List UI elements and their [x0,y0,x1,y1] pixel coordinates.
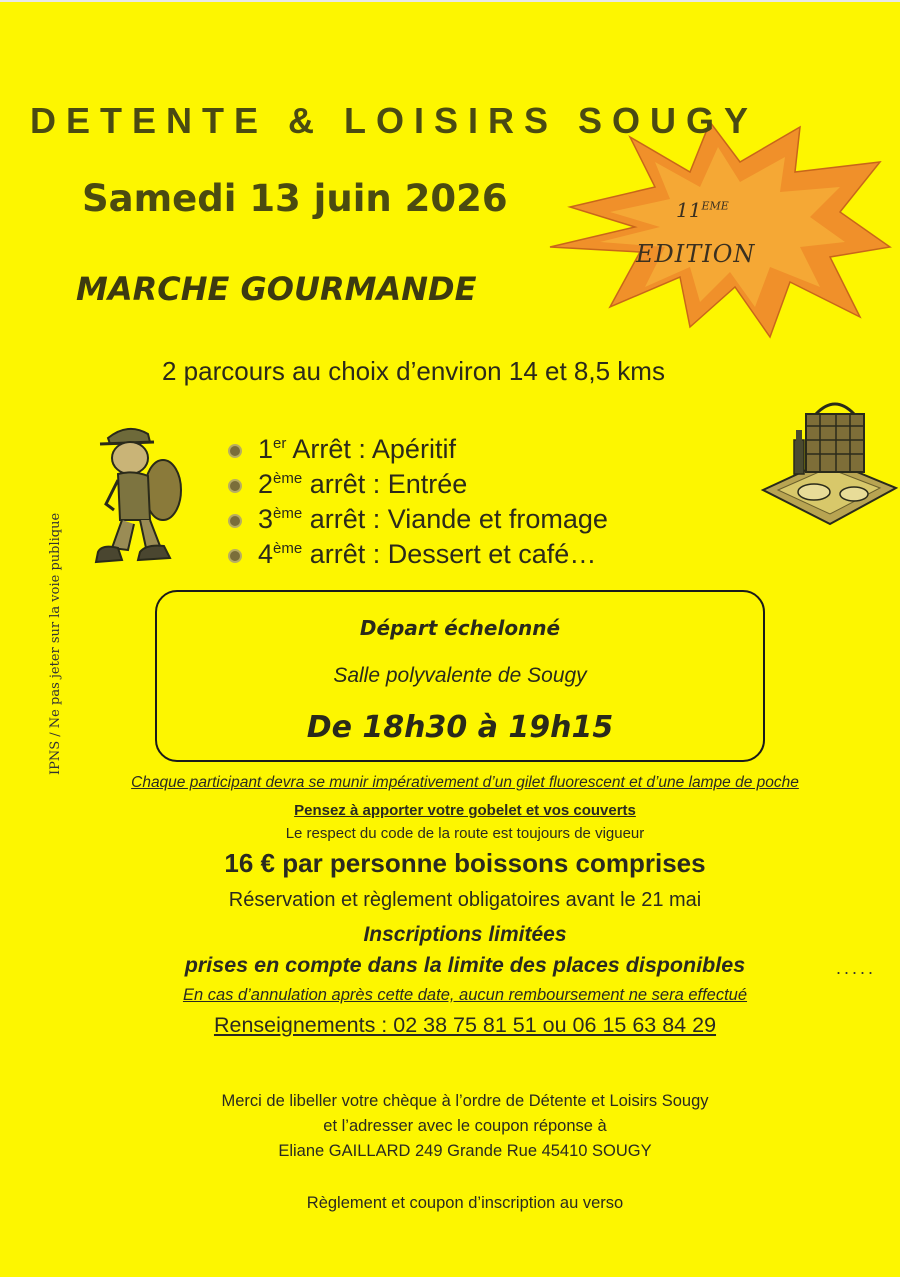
stop-number: 3 [258,504,274,534]
cancellation-note: En cas d’annulation après cette date, aucun remboursement ne sera effectué [182,986,748,1004]
departure-time: De 18h30 à 19h15 [306,710,614,745]
departure-place: Salle polyvalente de Sougy [333,664,587,687]
footer-note: Règlement et coupon d’inscription au verso [306,1194,624,1212]
stop-number: 4 [258,539,274,569]
stop-item [228,426,608,464]
organization-title: DETENTE & LOISIRS SOUGY [30,100,759,141]
payment-address: Eliane GAILLARD 249 Grande Rue 45410 SOUGY [278,1142,652,1160]
dots: ..... [836,958,877,978]
hiker-illustration [88,420,188,575]
stop-number: 1 [258,434,274,464]
stop-ordinal: er [273,435,287,452]
stop-label: arrêt : Dessert et café… [302,539,597,569]
payment-line-1: Merci de libeller votre chèque à l’ordre de Détente et Loisirs Sougy [221,1092,709,1110]
stop-number: 2 [258,469,274,499]
starburst-badge [540,117,900,347]
reservation-text: Réservation et règlement obligatoires avant le 21 mai [228,889,702,911]
stop-ordinal: ème [273,540,303,557]
stop-item [228,531,608,569]
picnic-basket-illustration [758,400,898,528]
stop-label: Arrêt : Apéritif [286,434,456,464]
stop-ordinal: ème [273,470,303,487]
edition-label: EDITION [636,240,756,268]
limited-text: Inscriptions limitées [363,923,567,946]
equipment-note: Chaque participant devra se munir impérativement d’un gilet fluorescent et d’une lampe de poche [131,774,799,791]
road-code-note: Le respect du code de la route est toujours de vigueur [285,825,645,842]
stops-list [228,426,608,569]
contact-info: Renseignements : 02 38 75 81 51 ou 06 15 63 84 29 [213,1013,717,1037]
edition-number [676,198,729,222]
stop-label: arrêt : Viande et fromage [302,504,608,534]
event-title: MARCHE GOURMANDE [76,270,477,308]
stop-item [228,496,608,534]
limit-note: prises en compte dans la limite des places disponibles [184,953,746,977]
bullet-icon [228,549,242,563]
payment-line-2: et l’adresser avec le coupon réponse à [323,1117,607,1135]
bullet-icon [228,444,242,458]
price-text: 16 € par personne boissons comprises [224,848,706,878]
cutlery-note: Pensez à apporter votre gobelet et vos couverts [294,802,636,819]
routes-text: 2 parcours au choix d’environ 14 et 8,5 kms [162,356,665,386]
stop-label: arrêt : Entrée [302,469,468,499]
ipns-note: IPNS / Ne pas jeter sur la voie publique [48,512,63,775]
event-date: Samedi 13 juin 2026 [82,177,508,220]
departure-box [155,590,765,762]
bullet-icon [228,514,242,528]
stop-ordinal: ème [273,505,303,522]
edition-suffix: EME [701,199,729,213]
edition-number-value: 11 [676,198,702,222]
departure-title: Départ échelonné [359,616,561,640]
bullet-icon [228,479,242,493]
stop-item [228,461,608,499]
